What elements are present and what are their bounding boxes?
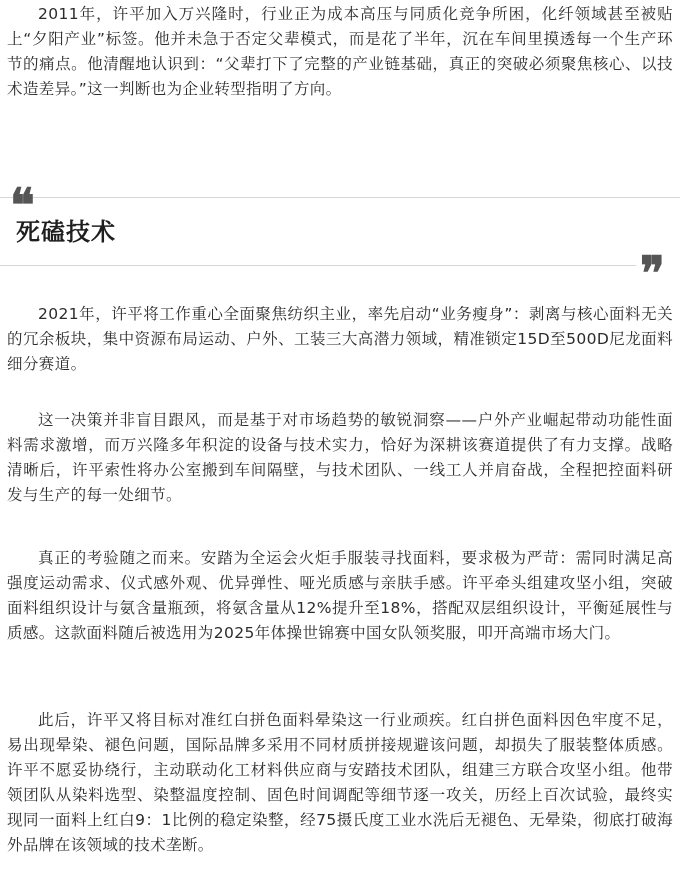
open-quote-icon: ❝ bbox=[10, 178, 35, 232]
section-title: 死磕技术 bbox=[16, 218, 116, 246]
body-paragraph-2: 这一决策并非盲目跟风，而是基于对市场趋势的敏锐洞察——户外产业崛起带动功能性面料需求激增，而万兴隆多年积淀的设备与技术实力，恰好为深耕该赛道提供了有力支撑。战略清晰后，许平索性将办公室搬到车间隔壁，与技术团队、一线工人并肩奋战，全程把控面料研发与生产的每一处细节。 bbox=[7, 411, 673, 504]
body-paragraph-4: 此后，许平又将目标对准红白拼色面料晕染这一行业顽疾。红白拼色面料因色牢度不足，易出现晕染、褪色问题，国际品牌多采用不同材质拼接规避该问题，却损失了服装整体质感。许平不愿妥协绕行，主动联动化工材料供应商与安踏技术团队，组建三方联合攻坚小组。他带领团队从染料选型、染整温度控制、固色时间调配等细节逐一攻关，历经上百次试验，最终实现同一面料上红白9：1比例的稳定染整，经75摄氏度工业水洗后无褪色、无晕染，彻底打破海外品牌在该领域的技术垄断。 bbox=[7, 711, 673, 854]
divider-top bbox=[0, 197, 680, 198]
divider-bottom bbox=[0, 265, 636, 266]
close-quote-icon: ❞ bbox=[640, 246, 665, 300]
body-paragraph-3: 真正的考验随之而来。安踏为全运会火炬手服装寻找面料，要求极为严苛：需同时满足高强度运动需求、仪式感外观、优异弹性、哑光质感与亲肤手感。许平牵头组建攻坚小组，突破面料组织设计与氨含量瓶颈，将氨含量从12%提升至18%，搭配双层组织设计，平衡延展性与质感。这款面料随后被选用为2025年体操世锦赛中国女队领奖服，叩开高端市场大门。 bbox=[7, 549, 673, 642]
intro-paragraph: 2011年，许平加入万兴隆时，行业正为成本高压与同质化竞争所困，化纤领域甚至被贴上“夕阳产业”标签。他并未急于否定父辈模式，而是花了半年，沉在车间里摸透每一个生产环节的痛点。他清醒地认识到：“父辈打下了完整的产业链基础，真正的突破必须聚焦核心、以技术造差异。”这一判断也为企业转型指明了方向。 bbox=[7, 5, 673, 98]
section-header bbox=[0, 178, 680, 300]
body-paragraph-1: 2021年，许平将工作重心全面聚焦纺织主业，率先启动“业务瘦身”：剥离与核心面料无关的冗余板块，集中资源布局运动、户外、工装三大高潜力领域，精准锁定15D至500D尼龙面料细分赛道。 bbox=[7, 305, 673, 373]
